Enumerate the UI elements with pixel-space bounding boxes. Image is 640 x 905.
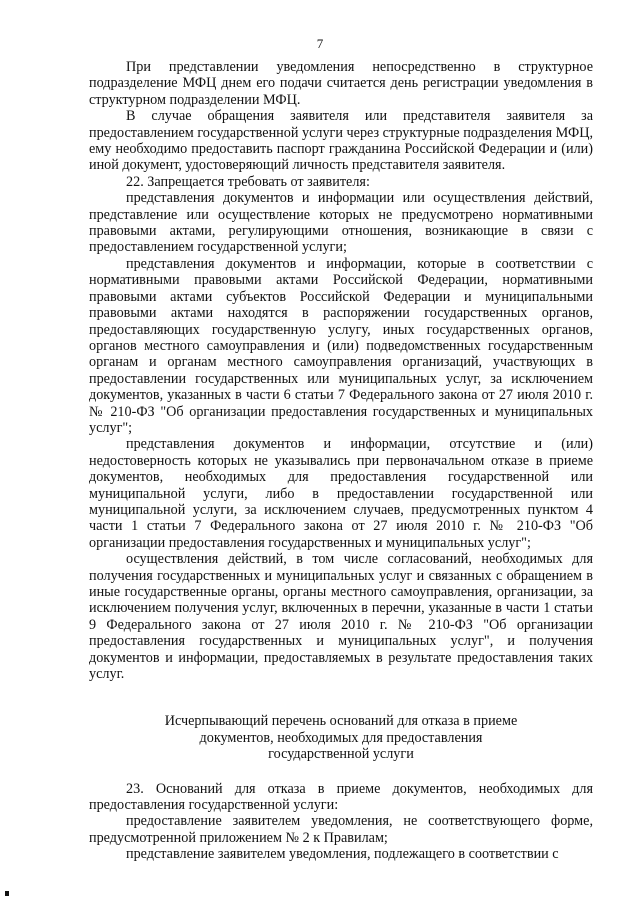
page-number: 7	[316, 36, 324, 51]
paragraph-clause-22: 22. Запрещается требовать от заявителя:	[126, 173, 370, 190]
paragraph-prohibition-1: представления документов и информации или осуществления действий, представление или осуществление которых не предусмотрено нормативными правовыми актами, регулирующими отношения, возникающие в связи с предоставлением государственной услуги;	[89, 190, 593, 256]
section-heading-line-1: Исчерпывающий перечень оснований для отказа в приеме	[164, 713, 518, 730]
document-body	[89, 59, 593, 863]
section-heading	[89, 682, 593, 780]
paragraph-prohibition-2: представления документов и информации, которые в соответствии с нормативными правовыми актами Российской Федерации, нормативными правовыми актами субъектов Российской Федерации и муниципальными правовыми актами находятся в распоряжении государственных органов, предоставляющих государственную услугу, иных государственных органов, органов местного самоуправления и (или) подведомственных государственным органам и органам местного самоуправления организаций, участвующих в предоставлении государственных или муниципальных услуг, за исключением документов, указанных в части 6 статьи 7 Федерального закона от 27 июля 2010 г. № 210-ФЗ "Об организации предоставления государственных и муниципальных услуг";	[89, 255, 593, 436]
paragraph-mfc-passport: В случае обращения заявителя или представителя заявителя за предоставлением государственной услуги через структурные подразделения МФЦ, ему необходимо предоставить паспорт гражданина Российской Федерации и (или) иной документ, удостоверяющий личность представителя заявителя.	[89, 108, 594, 174]
paragraph-prohibition-3: представления документов и информации, отсутствие и (или) недостоверность которых не указывались при первоначальном отказе в приеме документов, необходимых для предоставления государственной или муниципальной услуги, либо в предоставлении государственной или муниципальной услуги, за исключением случаев, предусмотренных пунктом 4 части 1 статьи 7 Федерального закона от 27 июля 2010 г. № 210-ФЗ "Об организации предоставления государственных и муниципальных услуг";	[89, 436, 593, 551]
section-heading-line-3: государственной услуги	[268, 746, 414, 763]
section-heading-line-2: документов, необходимых для предоставления	[199, 729, 483, 746]
paragraph-prohibition-4: осуществления действий, в том числе согласований, необходимых для получения государственных и муниципальных услуг и связанных с обращением в иные государственные органы, органы местного самоуправления, организации, за исключением получения услуг, включенных в перечни, указанные в части 1 статьи 9 Федерального закона от 27 июля 2010 г. № 210-ФЗ "Об организации предоставления государственных и муниципальных услуг", и получения документов и информации, предоставляемых в результате предоставления таких услуг.	[89, 551, 593, 683]
scan-margin-mark	[5, 891, 9, 896]
paragraph-refusal-ground-1: предоставление заявителем уведомления, не соответствующего форме, предусмотренной приложением № 2 к Правилам;	[89, 813, 593, 846]
paragraph-refusal-ground-2: представление заявителем уведомления, подлежащего в соответствии с	[126, 846, 559, 863]
paragraph-mfc-registration: При представлении уведомления непосредственно в структурное подразделение МФЦ днем его подачи считается день регистрации уведомления в структурном подразделении МФЦ.	[89, 59, 593, 108]
paragraph-clause-23: 23. Оснований для отказа в приеме документов, необходимых для предоставления государственной услуги:	[89, 780, 593, 814]
